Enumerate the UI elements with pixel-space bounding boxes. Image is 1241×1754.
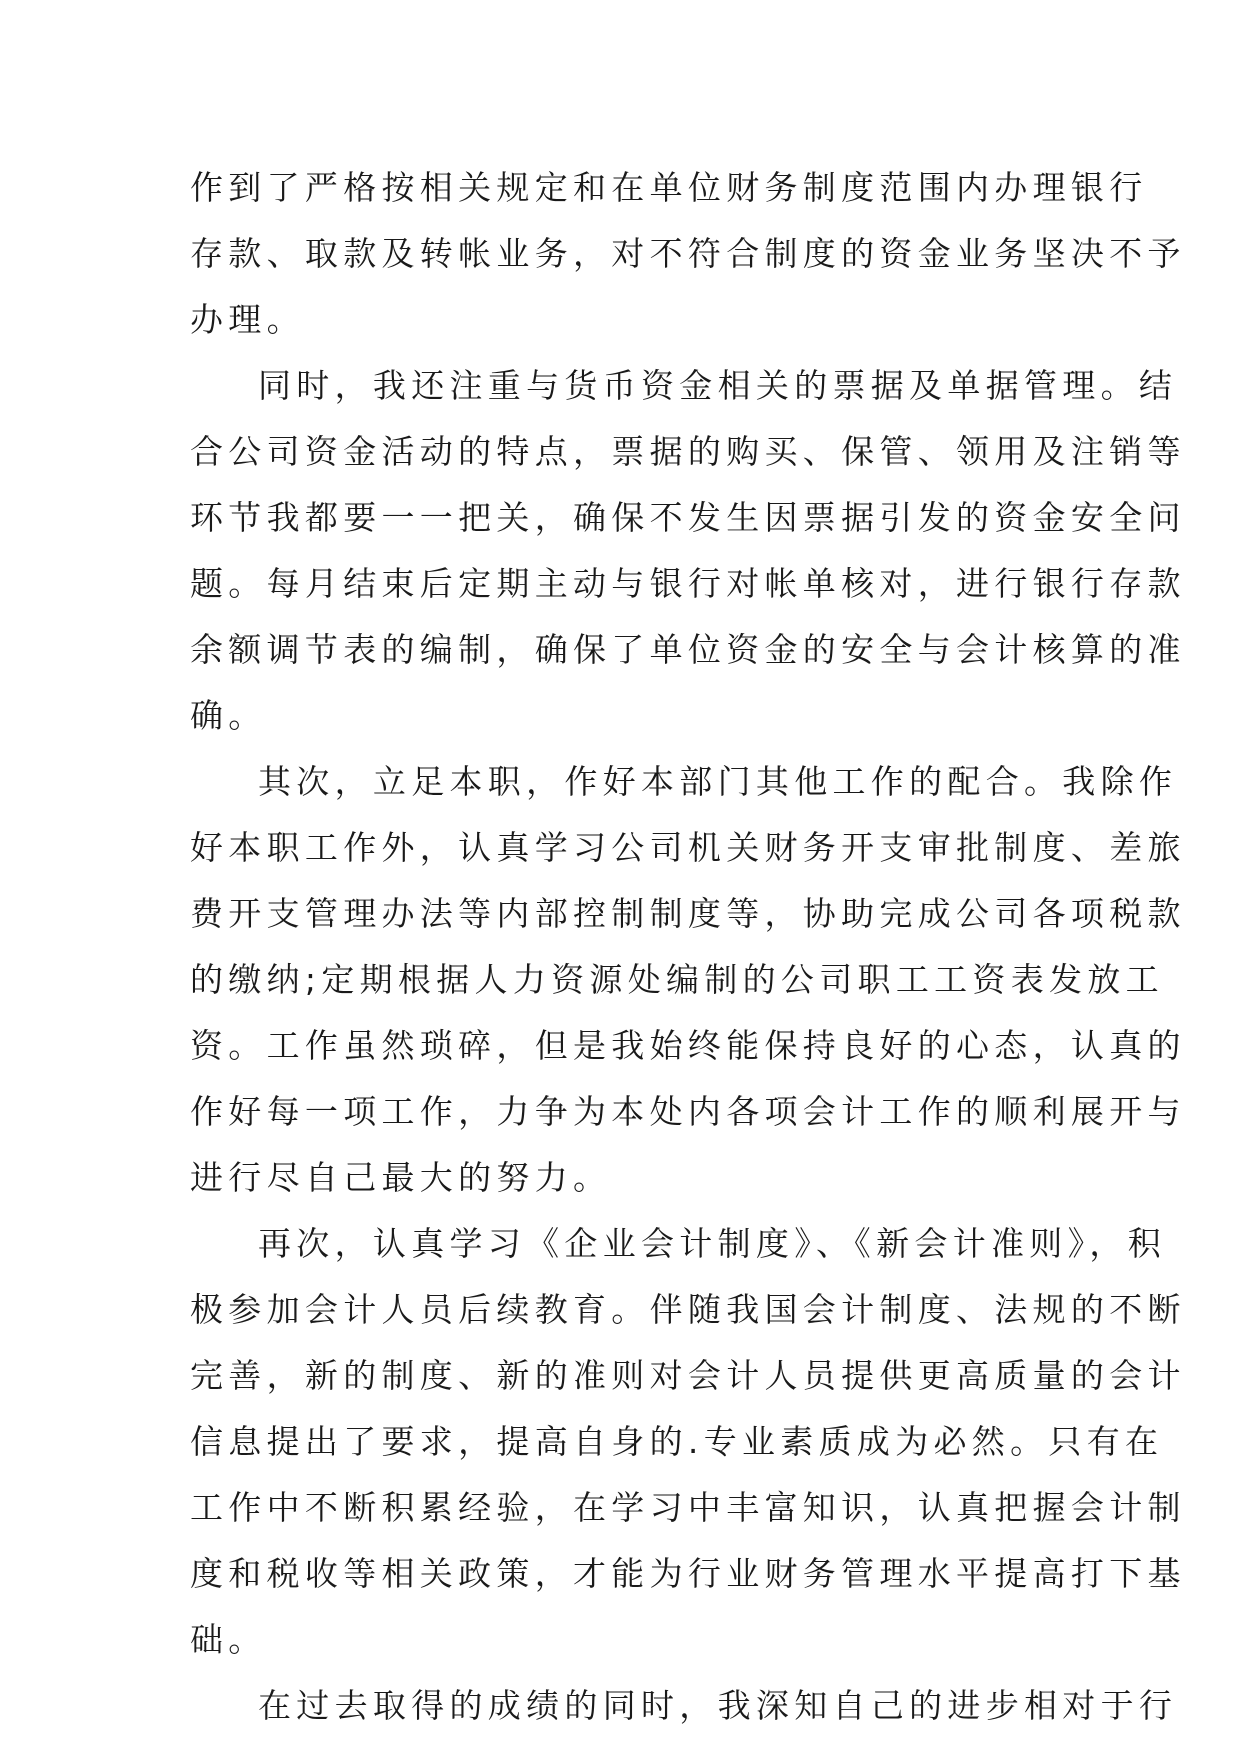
text-line: 办理。 bbox=[190, 300, 305, 339]
text-line: 余额调节表的编制，确保了单位资金的安全与会计核算的准 bbox=[190, 630, 1186, 669]
body-text bbox=[190, 155, 1186, 1739]
text-line: 题。每月结束后定期主动与银行对帐单核对，进行银行存款 bbox=[190, 564, 1186, 603]
text-line: 度和税收等相关政策，才能为行业财务管理水平提高打下基 bbox=[190, 1554, 1186, 1593]
text-line: 完善，新的制度、新的准则对会计人员提供更高质量的会计 bbox=[190, 1356, 1186, 1395]
text-line: 作好每一项工作，力争为本处内各项会计工作的顺利展开与 bbox=[190, 1092, 1186, 1131]
text-line: 好本职工作外，认真学习公司机关财务开支审批制度、差旅 bbox=[190, 828, 1186, 867]
text-line: 作到了严格按相关规定和在单位财务制度范围内办理银行 bbox=[190, 168, 1148, 207]
text-line: 合公司资金活动的特点，票据的购买、保管、领用及注销等 bbox=[190, 432, 1186, 471]
paragraph-first-line: 再次，认真学习《企业会计制度》、《新会计准则》，积 bbox=[258, 1224, 1166, 1263]
text-line: 信息提出了要求，提高自身的.专业素质成为必然。只有在 bbox=[190, 1422, 1164, 1461]
text-line: 极参加会计人员后续教育。伴随我国会计制度、法规的不断 bbox=[190, 1290, 1186, 1329]
text-line: 的缴纳;定期根据人力资源处编制的公司职工工资表发放工 bbox=[190, 960, 1164, 999]
text-line: 费开支管理办法等内部控制制度等，协助完成公司各项税款 bbox=[190, 894, 1186, 933]
text-line: 础。 bbox=[190, 1620, 267, 1659]
text-line: 资。工作虽然琐碎，但是我始终能保持良好的心态，认真的 bbox=[190, 1026, 1186, 1065]
paragraph-first-line: 同时，我还注重与货币资金相关的票据及单据管理。结 bbox=[258, 366, 1178, 405]
text-line: 存款、取款及转帐业务，对不符合制度的资金业务坚决不予 bbox=[190, 234, 1186, 273]
text-line: 环节我都要一一把关，确保不发生因票据引发的资金安全问 bbox=[190, 498, 1186, 537]
text-line: 工作中不断积累经验，在学习中丰富知识，认真把握会计制 bbox=[190, 1488, 1186, 1527]
paragraph-first-line: 其次，立足本职，作好本部门其他工作的配合。我除作 bbox=[258, 762, 1178, 801]
paragraph-first-line: 在过去取得的成绩的同时，我深知自己的进步相对于行 bbox=[258, 1686, 1178, 1725]
text-line: 确。 bbox=[190, 696, 267, 735]
text-line: 进行尽自己最大的努力。 bbox=[190, 1158, 612, 1197]
